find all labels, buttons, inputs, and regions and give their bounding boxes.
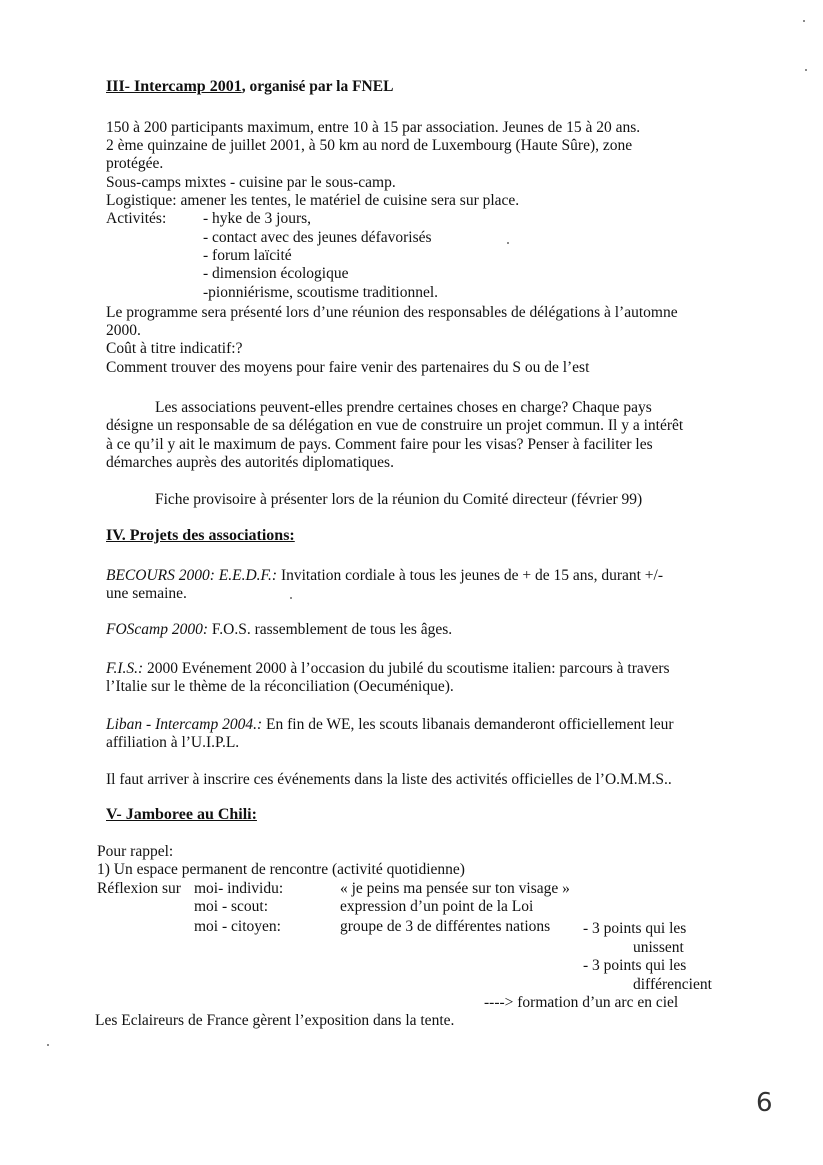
liban-text: En fin de WE, les scouts libanais demanderont officiellement leur xyxy=(262,716,674,733)
s3-line-5: Logistique: amener les tentes, le matériel de cuisine sera sur place. xyxy=(106,192,520,209)
row-text: « je peins ma pensée sur ton visage » xyxy=(340,880,570,897)
scan-speck xyxy=(805,69,807,71)
activity-item: - dimension écologique xyxy=(203,265,349,282)
row-label: moi- individu: xyxy=(194,880,284,897)
s3-line-8: Coût à titre indicatif:? xyxy=(106,340,243,357)
liban-text-2: affiliation à l’U.I.P.L. xyxy=(106,734,240,751)
scan-speck xyxy=(803,20,805,22)
section-5-title: V- Jamboree au Chili: xyxy=(106,806,257,823)
row-label: moi - citoyen: xyxy=(194,918,281,935)
row-text: groupe de 3 de différentes nations xyxy=(340,918,551,935)
liban-label: Liban - Intercamp 2004.: xyxy=(106,716,263,733)
fis-label: F.I.S.: xyxy=(106,660,144,677)
foscamp-label: FOScamp 2000: xyxy=(106,621,209,638)
s3-line-9: Comment trouver des moyens pour faire venir des partenaires du S ou de l’est xyxy=(106,359,590,376)
fis-text: 2000 Evénement 2000 à l’occasion du jubilé du scoutisme italien: parcours à travers xyxy=(143,660,670,677)
scan-speck xyxy=(290,597,292,599)
scan-speck xyxy=(507,242,509,244)
fis-text-2: l’Italie sur le thème de la réconciliation (Oecuménique). xyxy=(106,678,454,695)
s3-paragraph-line-2: désigne un responsable de sa délégation en vue de construire un projet commun. Il y a intérêt xyxy=(106,417,684,434)
row-text: expression d’un point de la Loi xyxy=(340,898,534,915)
section-3-heading xyxy=(106,78,393,96)
omms-line: Il faut arriver à inscrire ces événements dans la liste des activités officielles de l’O.M.M.S.. xyxy=(106,771,672,788)
section-3-title: III- Intercamp 2001 xyxy=(106,78,242,95)
page-number: 6 xyxy=(756,1088,773,1118)
eclaireurs-line: Les Eclaireurs de France gèrent l’exposition dans la tente. xyxy=(95,1012,455,1029)
becours-label: BECOURS 2000: E.E.D.F.: xyxy=(106,567,278,584)
item-1: 1) Un espace permanent de rencontre (activité quotidienne) xyxy=(97,861,465,878)
s3-paragraph-line-4: démarches auprès des autorités diplomatiques. xyxy=(106,454,394,471)
activity-item: - forum laïcité xyxy=(203,247,292,264)
s3-paragraph-line-3: à ce qu’il y ait le maximum de pays. Comment faire pour les visas? Penser à faciliter les xyxy=(106,436,653,453)
s3-line-3: protégée. xyxy=(106,155,164,172)
scan-speck xyxy=(47,1044,49,1046)
fiche-provisoire: Fiche provisoire à présenter lors de la réunion du Comité directeur (février 99) xyxy=(155,491,643,508)
fis-line xyxy=(106,660,670,678)
foscamp-line xyxy=(106,621,452,639)
s3-line-6: Le programme sera présenté lors d’une réunion des responsables de délégations à l’automne xyxy=(106,304,678,321)
s3-line-1: 150 à 200 participants maximum, entre 10 à 15 par association. Jeunes de 15 à 20 ans. xyxy=(106,119,641,136)
section-3-title-suffix: , organisé par la FNEL xyxy=(241,78,394,95)
points-differencient-2: différencient xyxy=(633,976,712,993)
liban-line xyxy=(106,716,674,734)
becours-line xyxy=(106,567,663,585)
activity-item: - contact avec des jeunes défavorisés xyxy=(203,229,432,246)
s3-paragraph-line-1: Les associations peuvent-elles prendre certaines choses en charge? Chaque pays xyxy=(155,399,652,416)
points-unissent-2: unissent xyxy=(633,939,684,956)
reflexion-label: Réflexion sur xyxy=(97,880,181,897)
s3-line-4: Sous-camps mixtes - cuisine par le sous-camp. xyxy=(106,174,396,191)
s3-line-2: 2 ème quinzaine de juillet 2001, à 50 km au nord de Luxembourg (Haute Sûre), zone xyxy=(106,137,633,154)
s3-line-7: 2000. xyxy=(106,322,141,339)
activity-item: -pionniérisme, scoutisme traditionnel. xyxy=(203,284,439,301)
points-unissent-1: - 3 points qui les xyxy=(583,920,687,937)
arc-en-ciel: ----> formation d’un arc en ciel xyxy=(484,994,679,1011)
activity-item: - hyke de 3 jours, xyxy=(203,210,312,227)
row-label: moi - scout: xyxy=(194,898,269,915)
becours-text-2: une semaine. xyxy=(106,585,187,602)
foscamp-text: F.O.S. rassemblement de tous les âges. xyxy=(208,621,453,638)
rappel: Pour rappel: xyxy=(97,843,174,860)
section-4-title: IV. Projets des associations: xyxy=(106,527,295,544)
points-differencient-1: - 3 points qui les xyxy=(583,957,687,974)
becours-text: Invitation cordiale à tous les jeunes de + de 15 ans, durant +/- xyxy=(277,567,663,584)
activities-label: Activités: xyxy=(106,210,167,227)
